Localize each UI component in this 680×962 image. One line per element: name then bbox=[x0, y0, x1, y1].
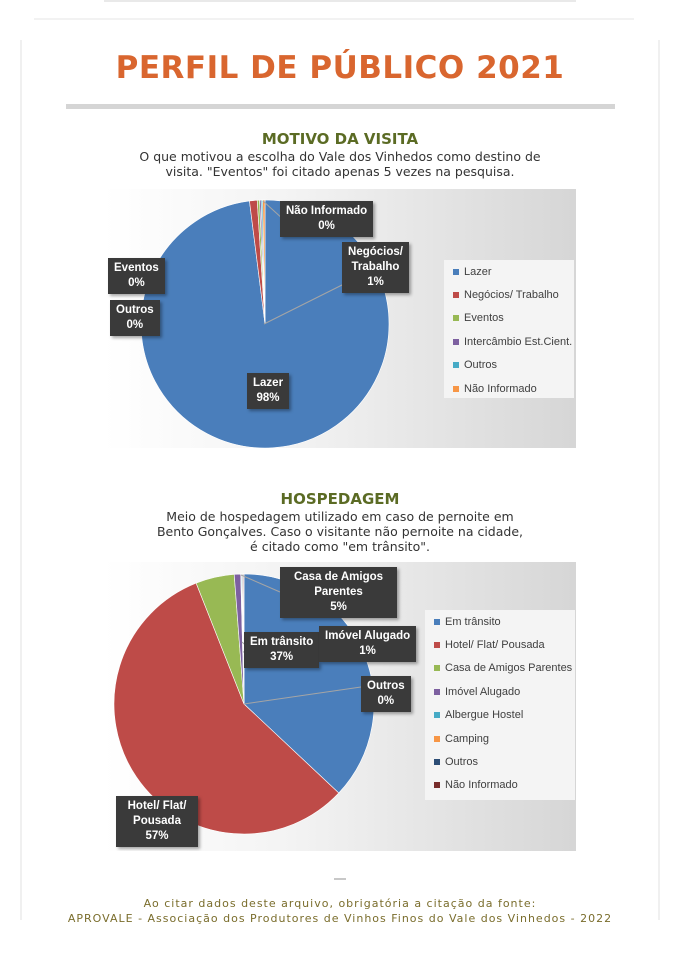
data-label-text: Imóvel Alugado bbox=[325, 630, 411, 642]
legend-swatch bbox=[434, 642, 440, 648]
legend-label: Camping bbox=[445, 732, 490, 745]
legend-item bbox=[444, 307, 574, 330]
data-label-text: Negócios/ Trabalho bbox=[348, 246, 403, 273]
legend-swatch bbox=[453, 339, 459, 345]
legend-label: Outros bbox=[464, 359, 498, 372]
legend-swatch bbox=[434, 689, 440, 695]
data-label-text: Casa de Amigos Parentes bbox=[293, 571, 384, 598]
legend-item bbox=[444, 377, 574, 400]
data-label-lazer bbox=[247, 373, 289, 409]
legend-label: Intercâmbio Est.Cient. bbox=[464, 335, 573, 348]
chart-motivo-visita bbox=[104, 189, 576, 448]
data-label-text: Em trânsito bbox=[250, 636, 314, 648]
legend-item bbox=[444, 354, 574, 377]
data-label-value: 0% bbox=[128, 277, 145, 289]
desc-line: Bento Gonçalves. Caso o visitante não pernoite na cidade, bbox=[156, 524, 523, 539]
chart-legend-motivo bbox=[444, 260, 574, 398]
legend-item bbox=[425, 774, 575, 797]
data-label-casa-amigos bbox=[280, 567, 397, 618]
legend-item bbox=[425, 657, 575, 680]
data-label-value: 5% bbox=[330, 601, 347, 613]
legend-label: Albergue Hostel bbox=[445, 709, 524, 722]
legend-item bbox=[444, 330, 574, 353]
legend-swatch bbox=[434, 665, 440, 671]
section-title-motivo: MOTIVO DA VISITA bbox=[261, 130, 419, 148]
data-label-text: Eventos bbox=[114, 262, 159, 274]
legend-swatch bbox=[434, 759, 440, 765]
frame-right-line bbox=[658, 40, 660, 920]
legend-label: Outros bbox=[445, 756, 479, 769]
legend-label: Lazer bbox=[464, 265, 492, 278]
legend-label: Negócios/ Trabalho bbox=[464, 289, 559, 302]
legend-swatch bbox=[453, 269, 459, 275]
data-label-value: 37% bbox=[270, 651, 294, 663]
footer-source: APROVALE - Associação dos Produtores de Vinhos Finos do Vale dos Vinhedos - 2022 bbox=[67, 912, 613, 925]
legend-item bbox=[444, 283, 574, 306]
legend-label: Casa de Amigos Parentes bbox=[445, 662, 573, 675]
desc-line: O que motivou a escolha do Vale dos Vinhedos como destino de bbox=[139, 149, 541, 164]
section-desc-motivo bbox=[100, 149, 580, 179]
legend-label: Não Informado bbox=[464, 382, 537, 395]
legend-swatch bbox=[453, 386, 459, 392]
data-label-imovel-alugado bbox=[319, 626, 416, 662]
chart-legend-hospedagem bbox=[425, 610, 575, 800]
frame-top-line bbox=[104, 0, 576, 2]
section-title-hospedagem: HOSPEDAGEM bbox=[280, 490, 400, 508]
data-label-text: Não Informado bbox=[286, 205, 368, 217]
data-label-value: 0% bbox=[377, 695, 395, 707]
legend-swatch bbox=[434, 736, 440, 742]
footer-citation: Ao citar dados deste arquivo, obrigatória a citação da fonte: bbox=[143, 897, 537, 910]
legend-swatch bbox=[434, 712, 440, 718]
legend-swatch bbox=[434, 619, 440, 625]
legend-swatch bbox=[453, 362, 459, 368]
legend-label: Imóvel Alugado bbox=[445, 685, 521, 698]
legend-swatch bbox=[434, 782, 440, 788]
data-label-text: Outros bbox=[367, 680, 405, 692]
frame-left-line bbox=[20, 40, 22, 920]
data-label-outros bbox=[361, 676, 411, 712]
data-label-text: Hotel/ Flat/ Pousada bbox=[127, 800, 187, 827]
legend-item bbox=[425, 704, 575, 727]
legend-swatch bbox=[453, 315, 459, 321]
data-label-value: 98% bbox=[256, 392, 280, 404]
data-label-eventos bbox=[108, 258, 165, 294]
legend-item bbox=[425, 633, 575, 656]
title-divider bbox=[66, 104, 615, 109]
data-label-text: Lazer bbox=[253, 377, 284, 389]
section-desc-hospedagem bbox=[100, 509, 580, 554]
legend-label: Em trânsito bbox=[445, 615, 501, 628]
data-label-value: 57% bbox=[145, 830, 169, 842]
data-label-negocios bbox=[342, 242, 409, 293]
data-label-text: Outros bbox=[116, 304, 154, 316]
footer-divider bbox=[334, 878, 346, 880]
legend-item bbox=[425, 610, 575, 633]
desc-line: Meio de hospedagem utilizado em caso de pernoite em bbox=[166, 509, 514, 524]
legend-label: Hotel/ Flat/ Pousada bbox=[445, 639, 545, 652]
data-label-value: 1% bbox=[367, 276, 384, 288]
frame-inner-line bbox=[34, 18, 634, 20]
data-label-nao-informado bbox=[280, 201, 373, 237]
desc-line: visita. "Eventos" foi citado apenas 5 vezes na pesquisa. bbox=[165, 164, 515, 179]
data-label-value: 1% bbox=[359, 645, 376, 657]
legend-item bbox=[425, 750, 575, 773]
legend-label: Eventos bbox=[464, 312, 504, 325]
chart-hospedagem bbox=[104, 562, 576, 851]
legend-label: Não Informado bbox=[445, 779, 518, 792]
page-title: PERFIL DE PÚBLICO 2021 bbox=[115, 50, 565, 86]
data-label-value: 0% bbox=[126, 319, 144, 331]
legend-swatch bbox=[453, 292, 459, 298]
data-label-value: 0% bbox=[318, 220, 335, 232]
data-label-outros bbox=[110, 300, 160, 336]
legend-item bbox=[425, 680, 575, 703]
desc-line: é citado como "em trânsito". bbox=[250, 539, 430, 554]
data-label-em-transito bbox=[244, 632, 319, 668]
data-label-hotel bbox=[116, 796, 198, 847]
legend-item bbox=[444, 260, 574, 283]
legend-item bbox=[425, 727, 575, 750]
